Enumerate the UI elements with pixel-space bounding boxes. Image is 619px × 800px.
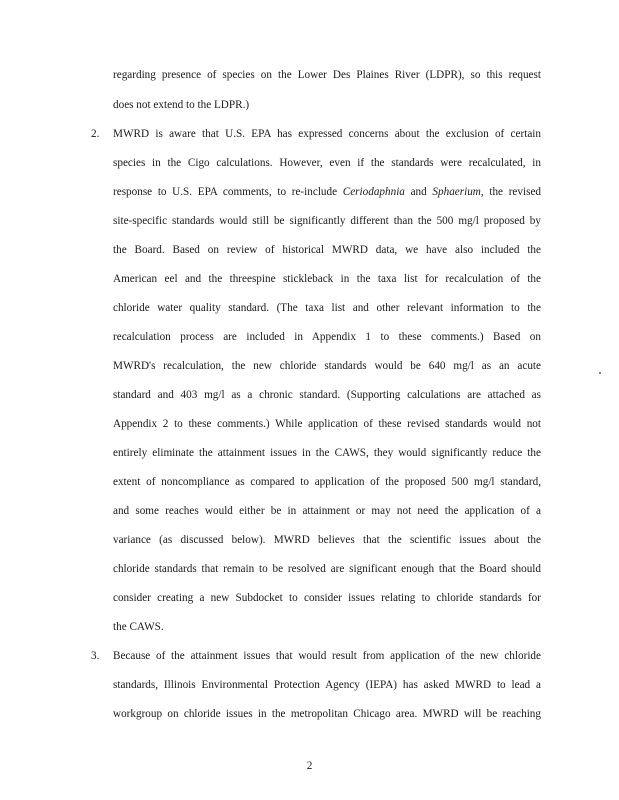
text-line: regarding presence of species on the Lower Des Plaines River (LDPR), so this request xyxy=(113,69,541,81)
list-item-number: 2. xyxy=(91,128,100,140)
text-line: and some reaches would either be in attainment or may not need the application of a xyxy=(113,505,541,517)
text-line: Appendix 2 to these comments.) While application of these revised standards would not xyxy=(113,418,541,430)
text-line: chloride standards that remain to be resolved are significant enough that the Board should xyxy=(113,563,541,575)
text-line: site-specific standards would still be significantly different than the 500 mg/l proposed by xyxy=(113,215,541,227)
text-line: recalculation process are included in Appendix 1 to these comments.) Based on xyxy=(113,331,541,343)
text-line: standards, Illinois Environmental Protection Agency (IEPA) has asked MWRD to lead a xyxy=(113,679,541,691)
scan-speck xyxy=(599,372,601,374)
text-line: response to U.S. EPA comments, to re-include Ceriodaphnia and Sphaerium, the revised xyxy=(113,186,541,198)
text-line: MWRD's recalculation, the new chloride standards would be 640 mg/l as an acute xyxy=(113,360,541,372)
text-line: workgroup on chloride issues in the metropolitan Chicago area. MWRD will be reaching xyxy=(113,708,541,720)
text-line: American eel and the threespine stickleback in the taxa list for recalculation of the xyxy=(113,273,541,285)
list-item-number: 3. xyxy=(91,650,100,662)
text-line: the CAWS. xyxy=(113,621,164,633)
text-line: the Board. Based on review of historical MWRD data, we have also included the xyxy=(113,244,541,256)
text-line: MWRD is aware that U.S. EPA has expressed concerns about the exclusion of certain xyxy=(113,128,541,140)
text-line: consider creating a new Subdocket to consider issues relating to chloride standards for xyxy=(113,592,541,604)
text-line: standard and 403 mg/l as a chronic standard. (Supporting calculations are attached as xyxy=(113,389,541,401)
text-line: Because of the attainment issues that would result from application of the new chloride xyxy=(113,650,541,662)
text-line: does not extend to the LDPR.) xyxy=(113,99,250,111)
text-line: entirely eliminate the attainment issues in the CAWS, they would significantly reduce the xyxy=(113,447,541,459)
text-line: chloride water quality standard. (The taxa list and other relevant information to the xyxy=(113,302,541,314)
text-line: species in the Cigo calculations. However, even if the standards were recalculated, in xyxy=(113,157,541,169)
text-line: variance (as discussed below). MWRD believes that the scientific issues about the xyxy=(113,534,541,546)
page-number: 2 xyxy=(306,760,313,772)
text-line: extent of noncompliance as compared to application of the proposed 500 mg/l standard, xyxy=(113,476,541,488)
